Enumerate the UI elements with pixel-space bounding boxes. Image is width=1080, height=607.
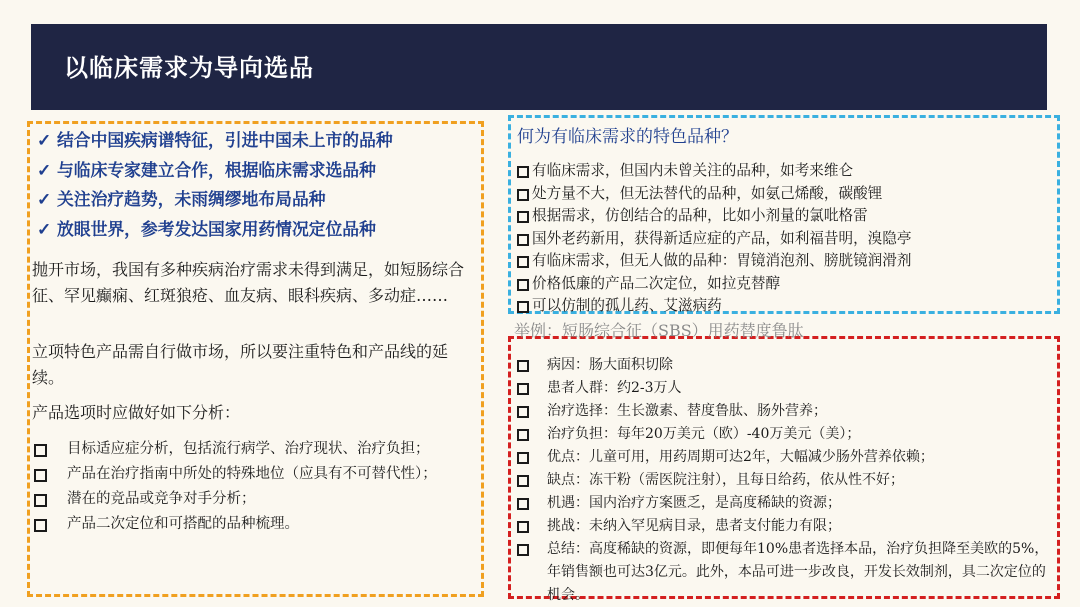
analysis-intro: 产品选项时应做好如下分析： (32, 403, 241, 422)
list-item: 机遇：国内治疗方案匮乏，是高度稀缺的资源； (515, 492, 1050, 515)
checkbox-icon (517, 429, 529, 441)
checkbox-icon (517, 189, 529, 201)
market-paragraph: 立项特色产品需自行做市场，所以要注重特色和产品线的延续。 (32, 342, 449, 387)
checkbox-icon (517, 475, 529, 487)
checkbox-icon (34, 519, 47, 532)
list-item: 有临床需求，但国内未曾关注的品种，如考来维仑 (517, 160, 1052, 183)
checkbox-icon (517, 521, 529, 533)
list-item: 国外老药新用，获得新适应症的产品，如利福昔明，溴隐亭 (517, 228, 1052, 251)
checkbox-icon (517, 498, 529, 510)
checkbox-icon (34, 469, 47, 482)
case-example-list (515, 354, 1050, 607)
checkbox-icon (517, 279, 529, 291)
list-item: 治疗负担：每年20万美元（欧）-40万美元（美）； (515, 423, 1050, 446)
checkbox-icon (34, 494, 47, 507)
checkbox-icon (517, 406, 529, 418)
analysis-list (32, 437, 472, 537)
list-item: 优点：儿童可用，用药周期可达2年，大幅减少肠外营养依赖； (515, 446, 1050, 469)
list-item: 根据需求，仿创结合的品种，比如小剂量的氯吡格雷 (517, 205, 1052, 228)
checkmark-icon: ✓ (36, 189, 52, 209)
checkbox-icon (517, 301, 529, 313)
list-item: 价格低廉的产品二次定位，如拉克替醇 (517, 273, 1052, 296)
list-item: 可以仿制的孤儿药、艾滋病药 (517, 295, 1052, 318)
list-item: 产品在治疗指南中所处的特殊地位（应具有不可替代性）； (32, 462, 472, 487)
checkbox-icon (34, 444, 47, 457)
checkbox-icon (517, 360, 529, 372)
case-example-title: 举例：短肠综合征（SBS）用药替度鲁肽 (514, 321, 804, 340)
unmet-needs-paragraph: 抛开市场，我国有多种疾病治疗需求未得到满足，如短肠综合征、罕见癫痫、红斑狼疮、血友病、眼科疾病、多动症…… (32, 260, 465, 305)
list-item: 目标适应症分析，包括流行病学、治疗现状、治疗负担； (32, 437, 472, 462)
checkbox-icon (517, 211, 529, 223)
checkbox-icon (517, 166, 529, 178)
list-item: 处方量不大，但无法替代的品种，如氨己烯酸，碳酸锂 (517, 183, 1052, 206)
strategy-item: ✓ 结合中国疾病谱特征，引进中国未上市的品种 (31, 126, 481, 156)
strategy-item: ✓ 关注治疗趋势，未雨绸缪地布局品种 (31, 185, 481, 215)
checkmark-icon: ✓ (36, 218, 52, 239)
list-item: 患者人群：约2-3万人 (515, 377, 1050, 400)
list-item: 治疗选择：生长激素、替度鲁肽、肠外营养； (515, 400, 1050, 423)
strategy-item: ✓ 放眼世界，参考发达国家用药情况定位品种 (31, 215, 481, 245)
checkbox-icon (517, 234, 529, 246)
list-item: 病因：肠大面积切除 (515, 354, 1050, 377)
checkbox-icon (517, 544, 529, 556)
checkbox-icon (517, 452, 529, 464)
list-item: 缺点：冻干粉（需医院注射），且每日给药，依从性不好； (515, 469, 1050, 492)
page-title: 以临床需求为导向选品 (64, 54, 314, 82)
list-item: 潜在的竞品或竞争对手分析； (32, 487, 472, 512)
featured-varieties-title: 何为有临床需求的特色品种？ (517, 127, 738, 147)
featured-varieties-list (517, 160, 1052, 318)
checkbox-icon (517, 383, 529, 395)
checkmark-icon: ✓ (36, 130, 52, 150)
list-item: 有临床需求，但无人做的品种：胃镜消泡剂、膀胱镜润滑剂 (517, 250, 1052, 273)
list-item: 总结：高度稀缺的资源，即便每年10%患者选择本品，治疗负担降至美欧的5%，年销售额也可达3亿元。此外，本品可进一步改良，开发长效制剂，具二次定位的机会。 (515, 538, 1050, 607)
checkmark-icon: ✓ (36, 159, 52, 180)
list-item: 产品二次定位和可搭配的品种梳理。 (32, 512, 472, 537)
strategy-checklist (31, 126, 481, 244)
strategy-item: ✓ 与临床专家建立合作，根据临床需求选品种 (31, 156, 481, 186)
list-item: 挑战：未纳入罕见病目录，患者支付能力有限； (515, 515, 1050, 538)
checkbox-icon (517, 256, 529, 268)
